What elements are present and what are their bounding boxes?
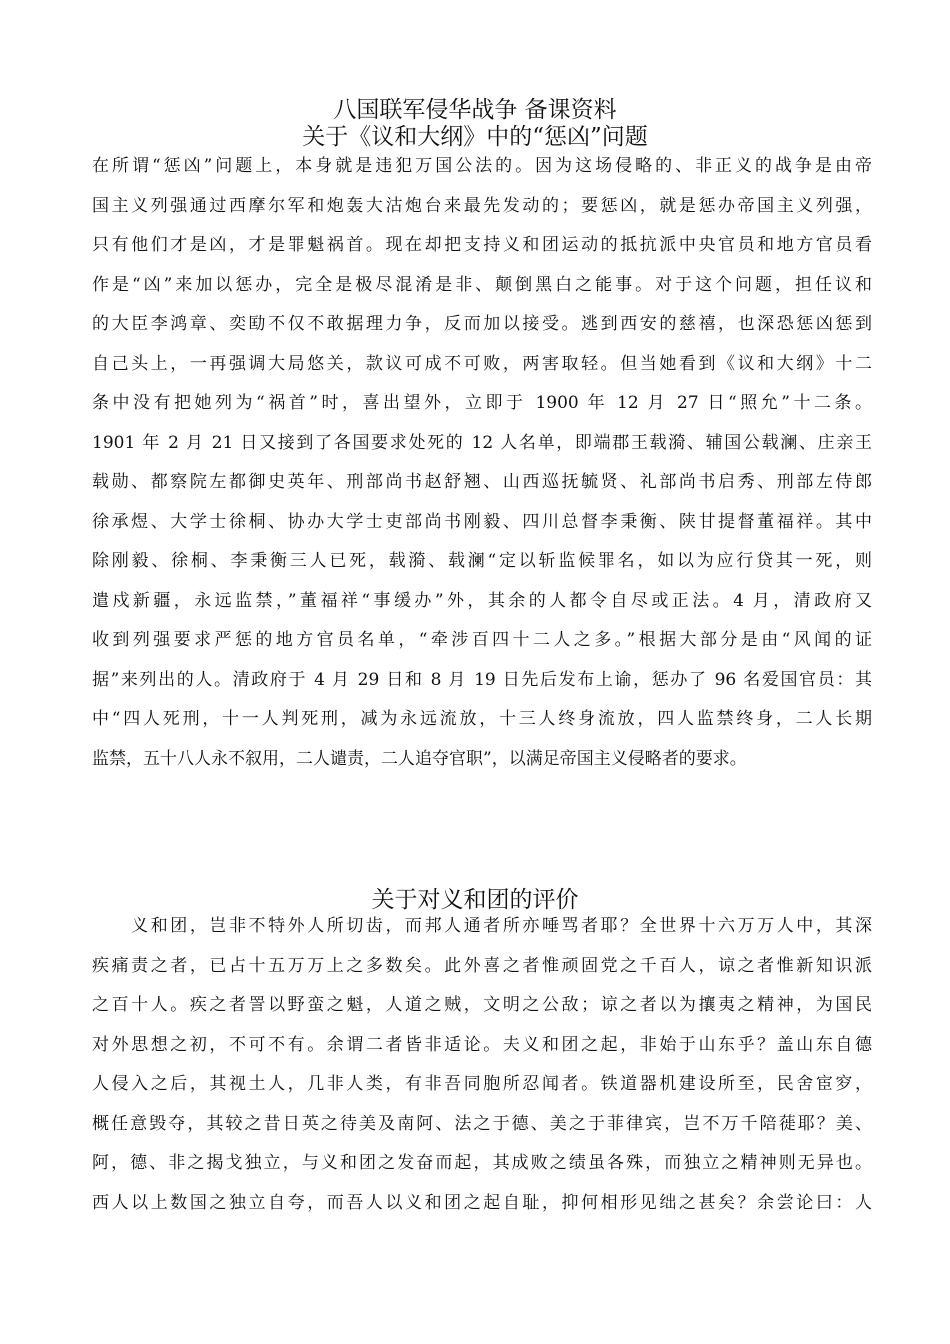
text-line: 除刚毅、徐桐、李秉衡三人已死，载漪、载澜“定以斩监候罪名，如以为应行贷其一死，则 [92, 551, 872, 571]
section-2-body [92, 912, 872, 1228]
text-line: 国主义列强通过西摩尔军和炮轰大沽炮台来最先发动的；要惩凶，就是惩办帝国主义列强， [92, 195, 872, 216]
text-line: 中“四人死刑，十一人判死刑，减为永远流放，十三人终身流放，四人监禁终身，二人长期 [92, 709, 872, 729]
text-line: 徐承煜、大学士徐桐、协办大学士吏部尚书刚毅、四川总督李秉衡、陕甘提督董福祥。其中 [92, 511, 872, 532]
text-line: 条中没有把她列为“祸首”时，喜出望外，立即于 1900 年 12 月 27 日“照允”十二条。 [92, 393, 872, 413]
text-line: 自己头上，一再强调大局悠关，款议可成不可败，两害取轻。但当她看到《议和大纲》十二 [92, 353, 872, 374]
text-line: 只有他们才是凶，才是罪魁祸首。现在却把支持义和团运动的抵抗派中央官员和地方官员看 [92, 235, 872, 255]
document-title: 八国联军侵华战争 备课资料 [333, 97, 617, 123]
text-line: 人侵入之后，其视土人，几非人类，有非吾同胞所忍闻者。铁道器机建设所至，民舍宦穸， [92, 1074, 872, 1094]
section-1-body [92, 152, 872, 784]
text-line: 对外思想之初，不可不有。余谓二者皆非适论。夫义和团之起，非始于山东乎？盖山东自德 [92, 1034, 872, 1055]
section-1-heading: 关于《议和大纲》中的“惩凶”问题 [302, 124, 648, 150]
section-2-heading: 关于对义和团的评价 [371, 887, 579, 913]
text-line: 西人以上数国之独立自夸，而吾人以义和团之起自耻，抑何相形见绌之甚矣？余尝论曰：人 [92, 1192, 872, 1213]
text-line: 监禁，五十八人永不叙用，二人谴责，二人追夺官职”，以满足帝国主义侵略者的要求。 [92, 748, 747, 769]
text-line: 1901 年 2 月 21 日又接到了各国要求处死的 12 人名单，即端郡王载漪、辅国公载澜、庄亲王 [92, 432, 872, 453]
text-line: 据”来列出的人。清政府于 4 月 29 日和 8 月 19 日先后发布上谕，惩办了 96 名爱国官员：其 [92, 669, 872, 690]
text-line: 在所谓“惩凶”问题上，本身就是违犯万国公法的。因为这场侵略的、非正义的战争是由帝 [92, 156, 872, 176]
text-line: 遣戍新疆，永远监禁，”董福祥“事缓办”外，其余的人都令自尽或正法。4 月，清政府又 [92, 590, 872, 611]
text-line: 疾痛责之者，已占十五万万上之多数矣。此外喜之者惟顽固党之千百人，谅之者惟新知识派 [92, 955, 872, 976]
text-line: 概任意毁夺，其较之昔日英之待美及南阿、法之于德、美之于菲律宾，岂不万千陪蓰耶？美、 [92, 1113, 872, 1134]
text-line: 阿，德、非之揭戈独立，与义和团之发奋而起，其成败之绩虽各殊，而独立之精神则无异也。 [92, 1153, 872, 1173]
text-line: 义和团，岂非不特外人所切齿，而邦人通者所亦唾骂者耶？全世界十六万万人中，其深 [92, 916, 872, 936]
text-line: 载勋、都察院左都御史英年、刑部尚书赵舒翘、山西巡抚毓贤、礼部尚书启秀、刑部左侍郎 [92, 472, 872, 492]
text-line: 之百十人。疾之者詈以野蛮之魁，人道之贼，文明之公敌；谅之者以为攘夷之精神，为国民 [92, 995, 872, 1015]
text-line: 收到列强要求严惩的地方官员名单，“牵涉百四十二人之多。”根据大部分是由“风闻的证 [92, 630, 872, 650]
text-line: 的大臣李鸿章、奕劻不仅不敢据理力争，反而加以接受。逃到西安的慈禧，也深恐惩凶惩到 [92, 314, 872, 334]
text-line: 作是“凶”来加以惩办，完全是极尽混淆是非、颠倒黑白之能事。对于这个问题，担任议和 [92, 274, 872, 295]
